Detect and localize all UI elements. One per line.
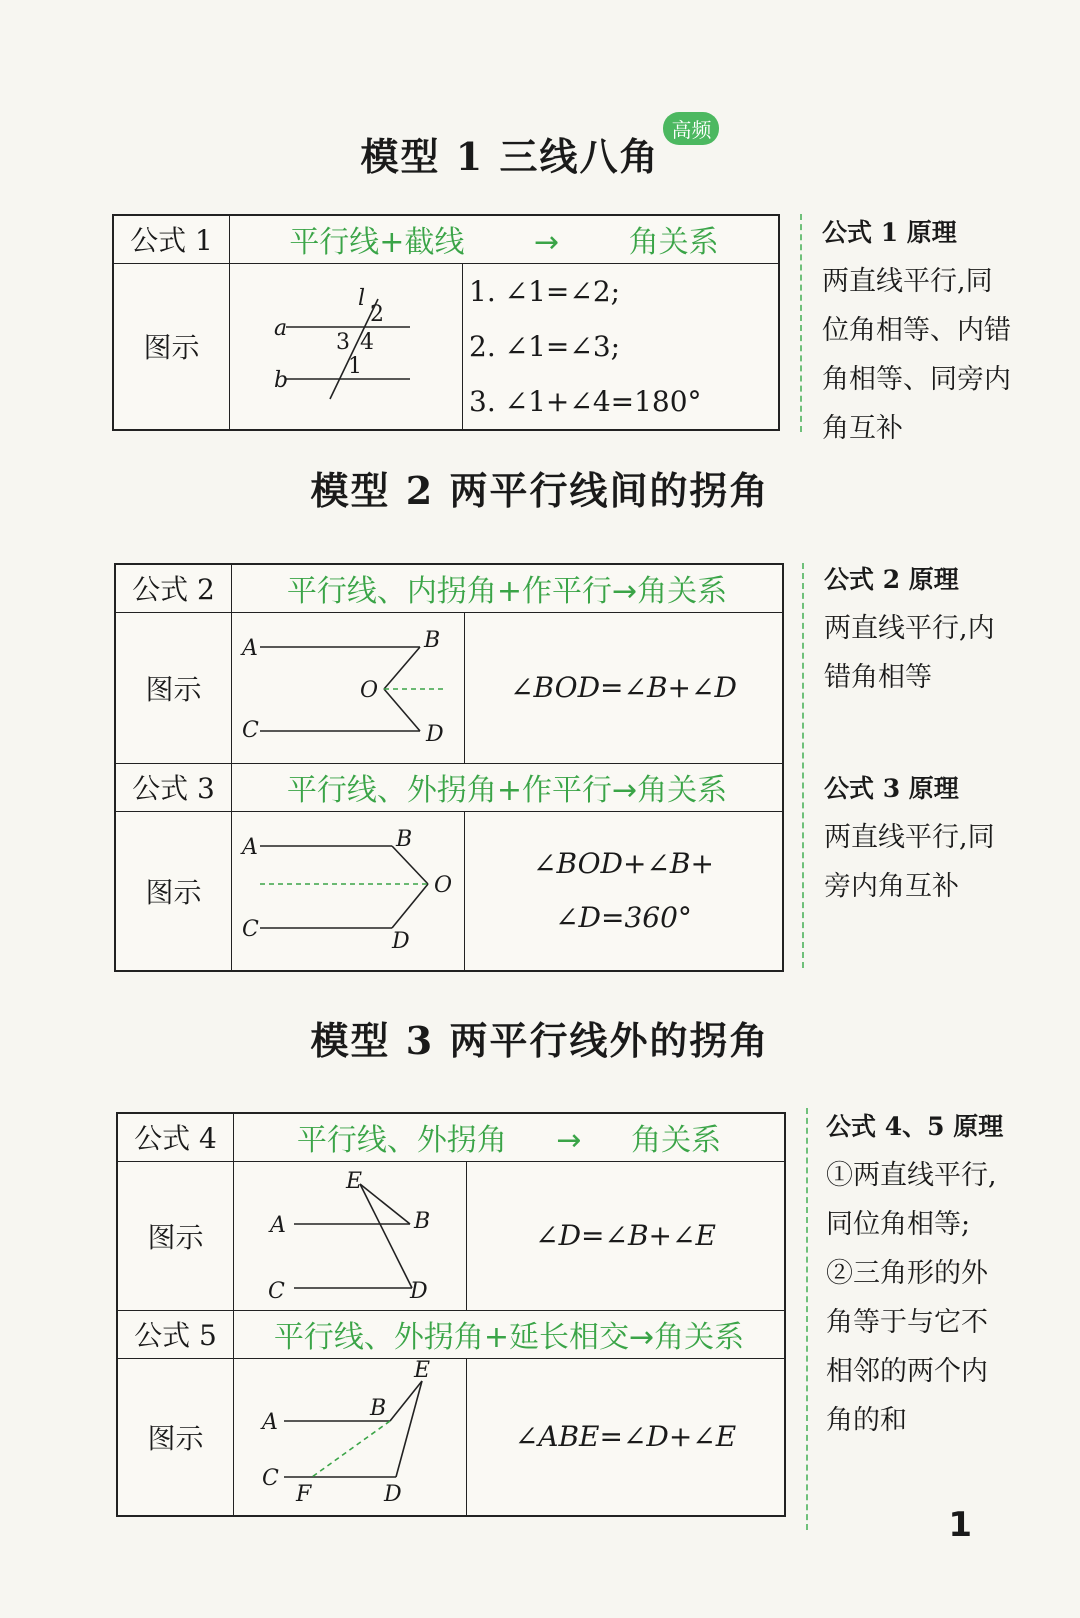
principle-2-line: 错角相等	[824, 662, 932, 693]
formula-2-diagram-label: 图示	[115, 612, 232, 763]
point-D: D	[410, 1278, 428, 1304]
formula-3-rule: 平行线、外拐角+作平行→角关系	[232, 763, 784, 811]
point-O: O	[434, 872, 453, 898]
inner-bend-diagram	[232, 613, 464, 759]
formula-2-rule: 平行线、内拐角+作平行→角关系	[232, 564, 784, 612]
formula-4-rule-right: 角关系	[631, 1123, 722, 1159]
page-number: 1	[948, 1505, 972, 1545]
point-b: b	[274, 367, 289, 393]
principle-3-line: 两直线平行,同	[824, 822, 995, 853]
principle-4-5-line: 角的和	[826, 1405, 907, 1436]
formula-2-3-table	[114, 563, 784, 972]
point-A: A	[262, 1409, 278, 1435]
point-A: A	[270, 1212, 286, 1238]
formula-5-rule: 平行线、外拐角+延长相交→角关系	[234, 1310, 786, 1358]
formula-1-diagram-label: 图示	[113, 263, 230, 430]
formula-1-label: 公式 1	[113, 215, 230, 263]
principle-1-heading: 公式 1 原理	[822, 218, 957, 247]
formula-3-result-line-2: ∠D=360°	[555, 900, 692, 934]
formula-1-result-3: 3. ∠1+∠4=180°	[469, 384, 702, 418]
formula-1-diagram	[230, 263, 463, 430]
formula-5-diagram	[234, 1358, 467, 1516]
exterior-angle-diagram	[234, 1162, 466, 1306]
formula-4-result: ∠D=∠B+∠E	[467, 1161, 786, 1310]
principle-4-5-line: 相邻的两个内	[826, 1356, 988, 1387]
formula-1-rule-left: 平行线+截线	[289, 225, 465, 261]
formula-1-principle	[822, 208, 1022, 453]
formula-3-diagram	[232, 811, 465, 971]
principle-4-5-line: ①两直线平行,	[826, 1160, 997, 1191]
formula-3-diagram-label: 图示	[115, 811, 232, 971]
formula-4-diagram-label: 图示	[117, 1161, 234, 1310]
angle-3: 3	[336, 329, 350, 355]
angle-1: 1	[348, 353, 362, 379]
line-l: l	[358, 285, 366, 311]
principle-3-heading: 公式 3 原理	[824, 774, 959, 803]
formula-5-label: 公式 5	[117, 1310, 234, 1358]
formula-3-result	[465, 811, 784, 971]
formula-1-result-2: 2. ∠1=∠3;	[469, 329, 621, 363]
angle-2: 2	[370, 301, 384, 327]
principle-4-5-line: 角等于与它不	[826, 1307, 988, 1338]
principle-1-line: 位角相等、内错	[822, 315, 1011, 346]
point-A: A	[242, 834, 258, 860]
divider-2	[802, 563, 804, 968]
formula-3-label: 公式 3	[115, 763, 232, 811]
principle-1-line: 角互补	[822, 413, 903, 444]
formula-5-result: ∠ABE=∠D+∠E	[467, 1358, 786, 1516]
principle-3-line: 旁内角互补	[824, 871, 959, 902]
formula-4-5-principle	[826, 1102, 1026, 1445]
point-B: B	[396, 826, 413, 852]
formula-4-rule-left: 平行线、外拐角	[296, 1123, 507, 1159]
formula-1-result-1: 1. ∠1=∠2;	[469, 274, 621, 308]
arrow-right-icon: →	[534, 225, 560, 261]
formula-4-label: 公式 4	[117, 1113, 234, 1161]
point-F: F	[296, 1481, 312, 1507]
divider-1	[800, 214, 802, 432]
angle-4: 4	[360, 329, 374, 355]
point-B: B	[414, 1208, 431, 1234]
point-O: O	[360, 677, 379, 703]
point-B: B	[424, 627, 441, 653]
model-1-title-text: 模型 1 三线八角	[360, 134, 660, 179]
point-C: C	[262, 1465, 279, 1491]
formula-3-principle	[824, 764, 1024, 911]
formula-3-result-line-1: ∠BOD+∠B+	[533, 846, 714, 880]
outer-bend-diagram	[232, 812, 464, 966]
principle-4-5-heading: 公式 4、5 原理	[826, 1112, 1004, 1141]
formula-5-diagram-label: 图示	[117, 1358, 234, 1516]
arrow-right-icon: →	[556, 1123, 582, 1159]
point-B: B	[370, 1395, 387, 1421]
point-a: a	[274, 315, 288, 341]
point-C: C	[268, 1278, 285, 1304]
formula-4-rule	[234, 1113, 786, 1161]
point-E: E	[346, 1168, 363, 1194]
model-3-title: 模型 3 两平行线外的拐角	[310, 1018, 770, 1063]
point-D: D	[392, 928, 410, 954]
formula-1-rule	[230, 215, 780, 263]
point-D: D	[426, 721, 444, 747]
formula-2-result: ∠BOD=∠B+∠D	[465, 612, 784, 763]
formula-1-rule-right: 角关系	[628, 225, 719, 261]
transversal-diagram	[230, 267, 462, 422]
formula-2-principle	[824, 555, 1024, 702]
formula-2-label: 公式 2	[115, 564, 232, 612]
divider-3	[806, 1108, 808, 1530]
formula-1-table	[112, 214, 780, 431]
formula-4-5-table	[116, 1112, 786, 1517]
principle-4-5-line: ②三角形的外	[826, 1258, 988, 1289]
principle-1-line: 两直线平行,同	[822, 266, 993, 297]
point-C: C	[242, 717, 259, 743]
point-C: C	[242, 916, 259, 942]
extended-intersection-diagram	[234, 1359, 466, 1511]
point-E: E	[414, 1358, 431, 1383]
formula-4-diagram	[234, 1161, 467, 1310]
formula-1-results	[463, 263, 780, 430]
point-A: A	[242, 635, 258, 661]
principle-4-5-line: 同位角相等;	[826, 1209, 971, 1240]
principle-1-line: 角相等、同旁内	[822, 364, 1011, 395]
formula-2-diagram	[232, 612, 465, 763]
point-D: D	[384, 1481, 402, 1507]
principle-2-heading: 公式 2 原理	[824, 565, 959, 594]
principle-2-line: 两直线平行,内	[824, 613, 995, 644]
model-1-title	[0, 118, 1080, 181]
high-frequency-badge: 高频	[663, 112, 719, 145]
model-2-title: 模型 2 两平行线间的拐角	[310, 468, 770, 513]
